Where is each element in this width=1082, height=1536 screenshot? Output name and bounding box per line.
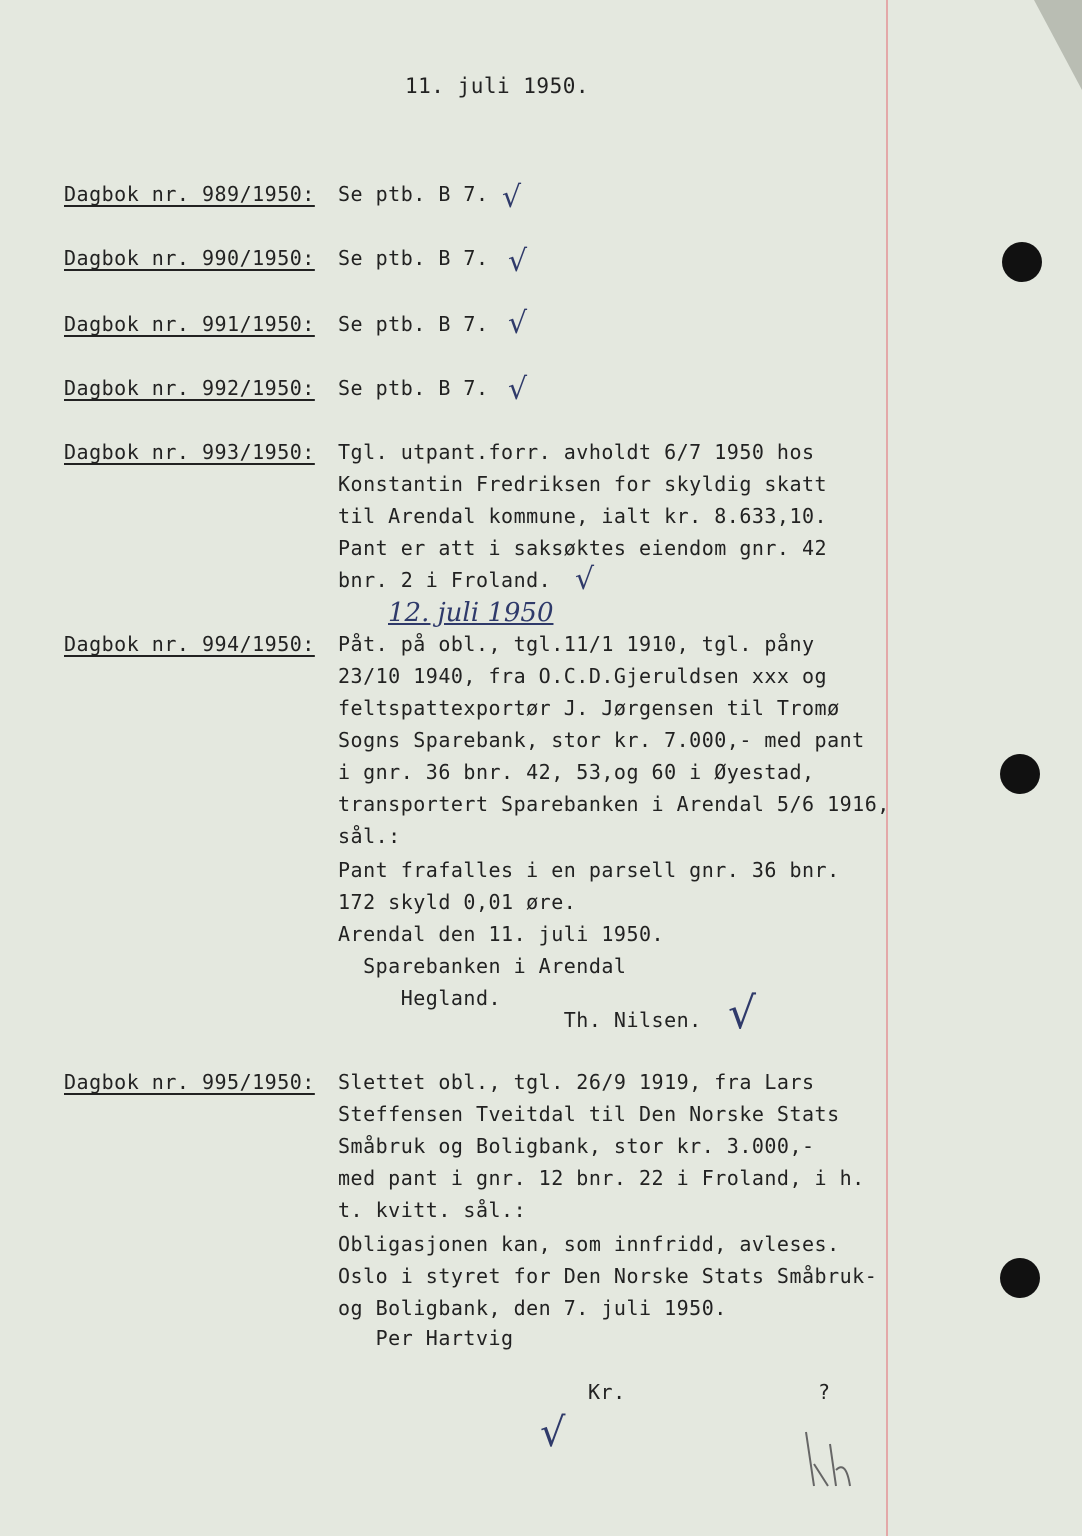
- entry-line: Sparebanken i Arendal: [338, 954, 627, 978]
- entry-text: Se ptb. B 7.: [338, 246, 489, 270]
- entry-line: og Boligbank, den 7. juli 1950.: [338, 1296, 727, 1320]
- page-date: 11. juli 1950.: [405, 74, 590, 98]
- punch-hole: [1000, 754, 1040, 794]
- entry-text: Se ptb. B 7.: [338, 312, 489, 336]
- pencil-mark: √: [540, 1410, 566, 1456]
- check-mark: √: [508, 306, 528, 341]
- footer-kr-label: Kr.: [588, 1380, 626, 1404]
- entry-text: Se ptb. B 7.: [338, 182, 489, 206]
- check-mark: √: [508, 372, 528, 407]
- check-mark: √: [508, 244, 528, 279]
- entry-line: bnr. 2 i Froland.: [338, 568, 552, 592]
- entry-id: Dagbok nr. 993/1950:: [64, 440, 315, 464]
- entry-line: Arendal den 11. juli 1950.: [338, 922, 665, 946]
- entry-line: Oslo i styret for Den Norske Stats Småbruk-: [338, 1264, 878, 1288]
- entry-line: Sogns Sparebank, stor kr. 7.000,- med pant: [338, 728, 865, 752]
- entry-line: 23/10 1940, fra O.C.D.Gjeruldsen xxx og: [338, 664, 828, 688]
- entry-line: med pant i gnr. 12 bnr. 22 i Froland, i h.: [338, 1166, 865, 1190]
- entry-line: Slettet obl., tgl. 26/9 1919, fra Lars: [338, 1070, 815, 1094]
- entry-line: Småbruk og Boligbank, stor kr. 3.000,-: [338, 1134, 815, 1158]
- pencil-initials-mark: [800, 1424, 870, 1494]
- entry-line: i gnr. 36 bnr. 42, 53,og 60 i Øyestad,: [338, 760, 815, 784]
- entry-id: Dagbok nr. 994/1950:: [64, 632, 315, 656]
- entry-line: Pant er att i saksøktes eiendom gnr. 42: [338, 536, 828, 560]
- entry-text: Se ptb. B 7.: [338, 376, 489, 400]
- entry-line: sål.:: [338, 824, 401, 848]
- check-mark: √: [502, 180, 522, 215]
- footer-question-mark: ?: [818, 1380, 831, 1404]
- entry-id: Dagbok nr. 995/1950:: [64, 1070, 315, 1094]
- red-margin-line: [886, 0, 888, 1536]
- entry-id: Dagbok nr. 992/1950:: [64, 376, 315, 400]
- entry-line: transportert Sparebanken i Arendal 5/6 1916,: [338, 792, 890, 816]
- entry-line: t. kvitt. sål.:: [338, 1198, 527, 1222]
- entry-line: 172 skyld 0,01 øre.: [338, 890, 577, 914]
- entry-line: Th. Nilsen.: [338, 1008, 702, 1032]
- entry-line: Hegland.: [338, 986, 502, 1010]
- entry-line: Påt. på obl., tgl.11/1 1910, tgl. påny: [338, 632, 815, 656]
- punch-hole: [1002, 242, 1042, 282]
- page-corner-fold: [1034, 0, 1082, 90]
- entry-id: Dagbok nr. 990/1950:: [64, 246, 315, 270]
- entry-line: til Arendal kommune, ialt kr. 8.633,10.: [338, 504, 828, 528]
- punch-hole: [1000, 1258, 1040, 1298]
- check-mark: √: [575, 562, 595, 597]
- entry-id: Dagbok nr. 991/1950:: [64, 312, 315, 336]
- entry-line: Obligasjonen kan, som innfridd, avleses.: [338, 1232, 840, 1256]
- entry-line: Steffensen Tveitdal til Den Norske Stats: [338, 1102, 840, 1126]
- entry-line: Per Hartvig: [338, 1326, 514, 1350]
- entry-id: Dagbok nr. 989/1950:: [64, 182, 315, 206]
- entry-line: Tgl. utpant.forr. avholdt 6/7 1950 hos: [338, 440, 815, 464]
- entry-line: Konstantin Fredriksen for skyldig skatt: [338, 472, 828, 496]
- check-mark: √: [728, 988, 757, 1039]
- entry-line: Pant frafalles i en parsell gnr. 36 bnr.: [338, 858, 840, 882]
- entry-line: feltspattexportør J. Jørgensen til Tromø: [338, 696, 840, 720]
- handwritten-date-note: 12. juli 1950: [388, 598, 554, 628]
